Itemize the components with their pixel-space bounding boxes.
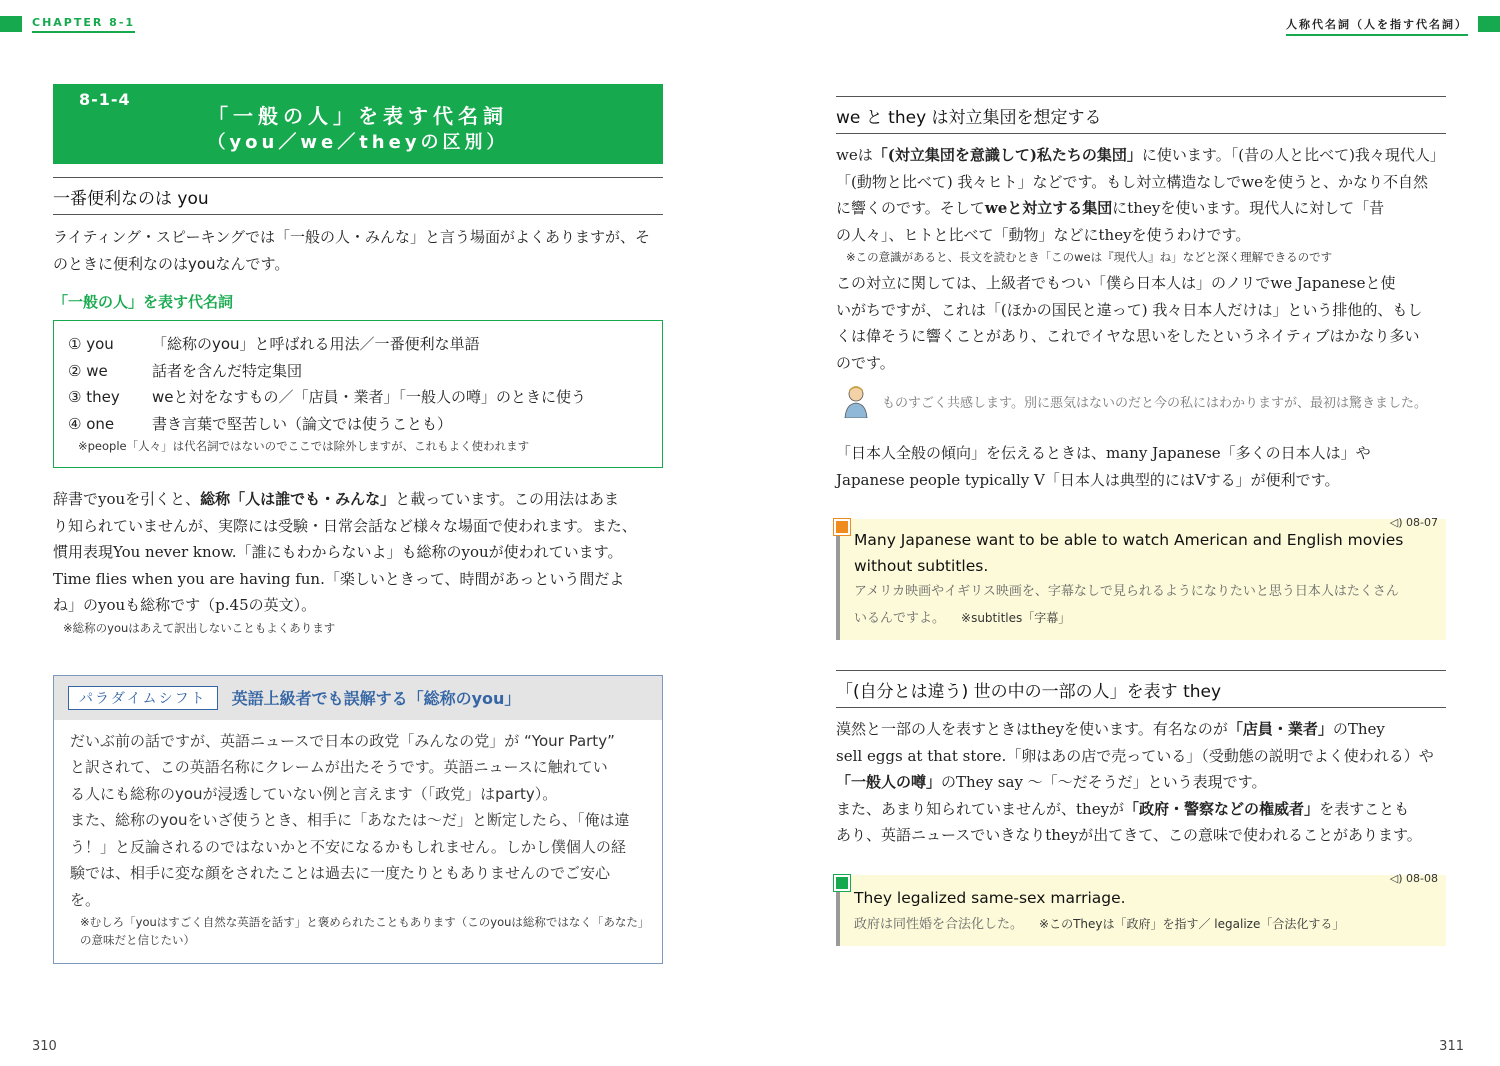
person-avatar-icon bbox=[842, 384, 870, 418]
section-title-box bbox=[53, 84, 663, 164]
right-page bbox=[836, 96, 1446, 946]
list-item: ② we 話者を含んだ特定集団 bbox=[68, 361, 303, 380]
generic-you-note: ※総称のyouはあえて訳出しないこともよくあります bbox=[63, 620, 336, 635]
page-number-right: 311 bbox=[1439, 1039, 1464, 1054]
example-box-0808 bbox=[836, 871, 1446, 946]
heading-we-they: we と they は対立集団を想定する bbox=[836, 96, 1446, 134]
pronoun-note: ※people「人々」は代名詞ではないのでここでは除外しますが、これもよく使われます bbox=[78, 439, 530, 453]
section-title: 「一般の人」を表す代名詞 bbox=[208, 104, 508, 128]
chapter-label: CHAPTER 8-1 bbox=[32, 16, 135, 33]
subheading-pronouns: 「一般の人」を表す代名詞 bbox=[53, 293, 234, 311]
paragraph-generic-you: 辞書でyouを引くと、総称「人は誰でも・みんな」と載っています。この用法はあま り知られていませんが、実際には受験・日常会話など様々な場面で使われます。また、 慣用表現You never know.「誰にもわからないよ」も総称のyouが使われています。 Time flies when you are having fun.「楽しいときって、時間があっという間だよ ね」のyouも総称です（p.45の英文）。 bbox=[53, 490, 637, 614]
paragraph-intro: ライティング・スピーキングでは「一般の人・みんな」と言う場面がよくありますが、そ のときに便利なのはyouなんです。 bbox=[53, 228, 651, 273]
comment-text: ものすごく共感します。別に悪気はないのだと今の私にはわかりますが、最初は驚きました。 bbox=[882, 395, 1427, 411]
paradigm-shift-note: ※むしろ「youはすごく自然な英語を話す」と褒められたこともあります（このyouは総称ではなく「あなた」 の意味だと信じたい） bbox=[80, 915, 650, 947]
paradigm-shift-body: だいぶ前の話ですが、英語ニュースで日本の政党「みんなの党」が “Your Party” と訳されて、この英語名称にクレームが出たそうです。英語ニュースに触れてい る人にも総称のyouが浸透していない例と言えます（「政党」はparty）。 また、総称のyouをいざ使うとき、相手に「あなたは〜だ」と断定したら、「俺は違 う！」と反論されるのではないかと不安になるかもしれません。しかし僕個人の経 験では、相手に変な顔をされたことは過去に一度たりともありませんのでご安心 を。 ※むしろ「youはすごく自然な英語を話す」と褒められたこともあります（このyouは総称ではなく「あなた」 の意味だと信じたい） bbox=[70, 731, 650, 947]
paragraph-we-japanese: この対立に関しては、上級者でもつい「僕ら日本人は」のノリでwe Japaneseと使 いがちですが、これは「(ほかの国民と違って) 我々日本人だけは」という排他的、もし くは偉そうに響くことがあり、これでイヤな思いをしたというネイティブはかなり多い のです。 bbox=[836, 274, 1423, 372]
audio-track-0807[interactable]: ◁) 08-07 bbox=[1389, 516, 1438, 529]
page-number-left: 310 bbox=[32, 1039, 57, 1054]
paragraph-they-usage: 漠然と一部の人を表すときはtheyを使います。有名なのが「店員・業者」のThey sell eggs at that store.「卵はあの店で売っている」（受動態の説明でよく使われる）や 「一般人の噂」のThey say 〜「〜だそうだ」という表現です。 また、あまり知られていませんが、theyが「政府・警察などの権威者」を表すことも あり、英語ニュースでいきなりtheyが出てきて、この意味で使われることがあります。 bbox=[836, 720, 1434, 844]
section-subtitle: （you／we／theyの区別） bbox=[207, 132, 509, 153]
left-page bbox=[53, 84, 663, 964]
header-accent-left bbox=[0, 16, 22, 32]
paradigm-shift-tag: パラダイムシフト bbox=[68, 686, 218, 710]
heading-convenient-you: 一番便利なのは you bbox=[53, 177, 663, 215]
audio-track-0808[interactable]: ◁) 08-08 bbox=[1389, 871, 1438, 885]
heading-they-some-people: 「(自分とは違う) 世の中の一部の人」を表す they bbox=[836, 670, 1446, 708]
example-english: Many Japanese want to be able to watch American and English movies without subtitles. bbox=[854, 531, 1404, 575]
list-item: ① you 「総称のyou」と呼ばれる用法／一番便利な単語 bbox=[68, 335, 480, 353]
paradigm-shift-header bbox=[54, 676, 662, 720]
paragraph-many-japanese: 「日本人全般の傾向」を伝えるときは、many Japanese「多くの日本人は」や Japanese people typically V「日本人は典型的にはVする」が便利です。 bbox=[836, 444, 1371, 489]
paradigm-shift-title: 英語上級者でも誤解する「総称のyou」 bbox=[231, 689, 521, 708]
section-number: 8-1-4 bbox=[79, 90, 131, 109]
pronoun-list-box bbox=[53, 320, 663, 468]
commentator-remark bbox=[842, 384, 1446, 418]
header-accent-right bbox=[1478, 16, 1500, 32]
we-they-note: ※この意識があると、長文を読むとき「このweは『現代人』ね」などと深く理解できるのです bbox=[846, 250, 1333, 264]
paragraph-we-they: weは「(対立集団を意識して)私たちの集団」に使います。「(昔の人と比べて)我々現代人」 「(動物と比べて) 我々ヒト」などです。もし対立構造なしでweを使うと、かなり不自然 に響くのです。そしてweと対立する集団にtheyを使います。現代人に対して「昔 の人々」、ヒトと比べて「動物」などにtheyを使うわけです。 bbox=[836, 146, 1445, 244]
example-english: They legalized same-sex marriage. bbox=[854, 888, 1126, 907]
list-item: ④ one 書き言葉で堅苦しい（論文では使うことも） bbox=[68, 414, 453, 433]
example-pencil-icon bbox=[834, 875, 850, 891]
example-japanese: 政府は同性婚を合法化した。 ※このTheyは「政府」を指す／ legalize「合法化する」 bbox=[854, 916, 1345, 932]
example-marker-icon bbox=[834, 519, 850, 535]
list-item: ③ they weと対をなすもの／「店員・業者」「一般人の噂」のときに使う bbox=[68, 388, 586, 406]
running-title: 人称代名詞（人を指す代名詞） bbox=[1286, 16, 1468, 36]
example-japanese: アメリカ映画やイギリス映画を、字幕なしで見られるようになりたいと思う日本人はたくさん いるんですよ。 ※subtitles「字幕」 bbox=[854, 584, 1399, 626]
example-box-0807 bbox=[836, 516, 1446, 640]
paradigm-shift-box bbox=[53, 675, 663, 965]
